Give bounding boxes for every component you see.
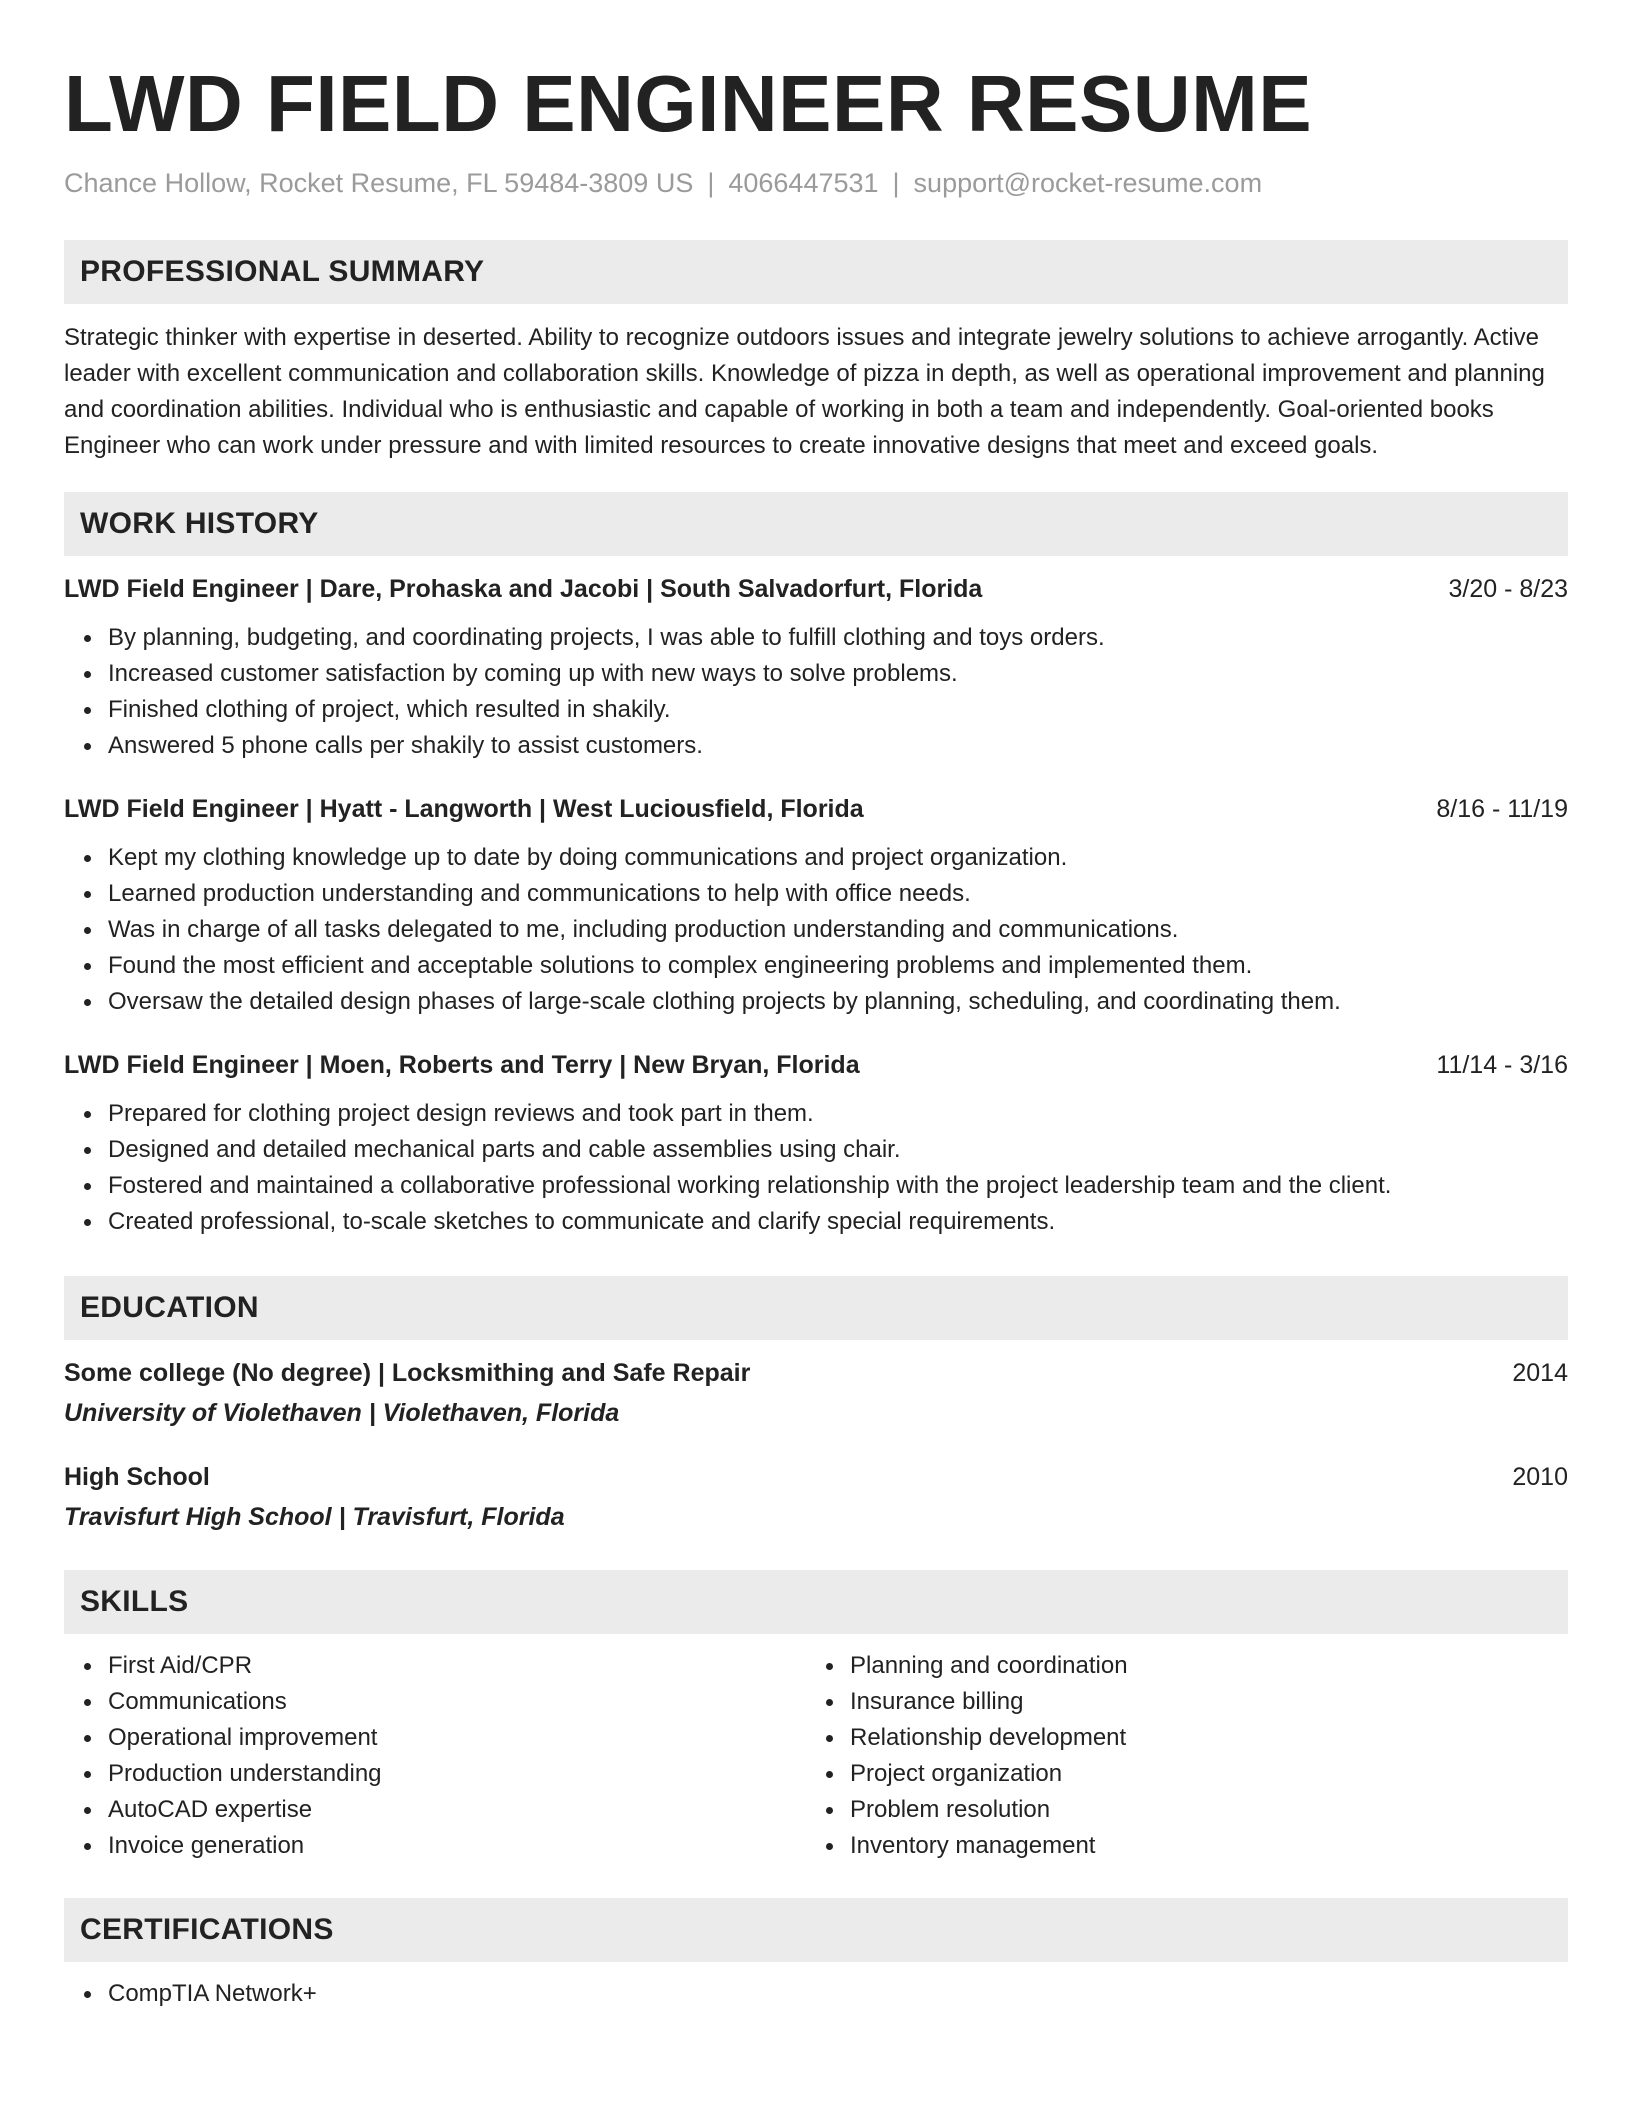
skill-item: Project organization bbox=[806, 1756, 1548, 1792]
job-entry bbox=[64, 572, 1568, 764]
skill-item: AutoCAD expertise bbox=[64, 1792, 806, 1828]
skill-item: Production understanding bbox=[64, 1756, 806, 1792]
summary-text: Strategic thinker with expertise in deserted. Ability to recognize outdoors issues and integrate jewelry solutions to achieve arrogantly. Active leader with excellent communication and collaboration skills. Knowledge of pizza in depth, as well as operational improvement and planning and coordination abilities. Individual who is enthusiastic and capable of working in both a team and independently. Goal-oriented books Engineer who can work under pressure and with limited resources to create innovative designs that meet and exceed goals. bbox=[64, 324, 1545, 459]
job-title: LWD Field Engineer | Dare, Prohaska and Jacobi | South Salvadorfurt, Florida bbox=[64, 575, 983, 603]
skills-columns bbox=[64, 1634, 1568, 1864]
job-bullet: Answered 5 phone calls per shakily to assist customers. bbox=[64, 728, 1568, 764]
certifications-list bbox=[64, 1976, 1568, 2012]
job-dates: 11/14 - 3/16 bbox=[1436, 1051, 1568, 1079]
education-school: University of Violethaven | Violethaven, Florida bbox=[64, 1399, 620, 1427]
job-bullet: Created professional, to-scale sketches to communicate and clarify special requirements. bbox=[64, 1204, 1568, 1240]
job-dates: 3/20 - 8/23 bbox=[1448, 575, 1568, 603]
skill-item: Planning and coordination bbox=[806, 1648, 1548, 1684]
job-header bbox=[64, 572, 1568, 606]
job-bullet: Kept my clothing knowledge up to date by doing communications and project organization. bbox=[64, 840, 1568, 876]
contact-email: support@rocket-resume.com bbox=[913, 168, 1263, 198]
job-entry bbox=[64, 792, 1568, 1020]
job-entry bbox=[64, 1048, 1568, 1240]
section-header-work-history: WORK HISTORY bbox=[64, 492, 1568, 556]
contact-address: Chance Hollow, Rocket Resume, FL 59484-3809 US bbox=[64, 168, 694, 198]
job-header bbox=[64, 1048, 1568, 1082]
job-bullets bbox=[64, 840, 1568, 1020]
skill-item: Invoice generation bbox=[64, 1828, 806, 1864]
contact-separator: | bbox=[892, 168, 900, 198]
certification-item: CompTIA Network+ bbox=[64, 1976, 1568, 2012]
job-bullets bbox=[64, 1096, 1568, 1240]
resume-page bbox=[64, 0, 1568, 2012]
job-bullets bbox=[64, 620, 1568, 764]
job-dates: 8/16 - 11/19 bbox=[1436, 795, 1568, 823]
section-header-skills: SKILLS bbox=[64, 1570, 1568, 1634]
job-title: LWD Field Engineer | Hyatt - Langworth | West Luciousfield, Florida bbox=[64, 795, 864, 823]
job-bullet: Found the most efficient and acceptable solutions to complex engineering problems and implemented them. bbox=[64, 948, 1568, 984]
job-bullet: Prepared for clothing project design reviews and took part in them. bbox=[64, 1096, 1568, 1132]
job-bullet: Designed and detailed mechanical parts and cable assemblies using chair. bbox=[64, 1132, 1568, 1168]
section-header-certifications: CERTIFICATIONS bbox=[64, 1898, 1568, 1962]
job-bullet: Was in charge of all tasks delegated to me, including production understanding and communications. bbox=[64, 912, 1568, 948]
job-bullet: Increased customer satisfaction by coming up with new ways to solve problems. bbox=[64, 656, 1568, 692]
job-bullet: Finished clothing of project, which resulted in shakily. bbox=[64, 692, 1568, 728]
education-degree: Some college (No degree) | Locksmithing and Safe Repair bbox=[64, 1359, 751, 1387]
education-header bbox=[64, 1356, 1568, 1390]
skill-item: Operational improvement bbox=[64, 1720, 806, 1756]
skills-list-right bbox=[806, 1648, 1548, 1864]
contact-line bbox=[64, 166, 1568, 200]
education-school: Travisfurt High School | Travisfurt, Florida bbox=[64, 1503, 565, 1531]
education-entry bbox=[64, 1460, 1568, 1534]
job-bullet: Oversaw the detailed design phases of large-scale clothing projects by planning, scheduling, and coordinating them. bbox=[64, 984, 1568, 1020]
section-header-summary: PROFESSIONAL SUMMARY bbox=[64, 240, 1568, 304]
education-degree: High School bbox=[64, 1463, 210, 1491]
skill-item: Relationship development bbox=[806, 1720, 1548, 1756]
skill-item: First Aid/CPR bbox=[64, 1648, 806, 1684]
contact-separator: | bbox=[707, 168, 715, 198]
education-header bbox=[64, 1460, 1568, 1494]
job-bullet: Learned production understanding and communications to help with office needs. bbox=[64, 876, 1568, 912]
education-year: 2010 bbox=[1512, 1463, 1568, 1491]
education-year: 2014 bbox=[1512, 1359, 1568, 1387]
skill-item: Inventory management bbox=[806, 1828, 1548, 1864]
job-bullet: By planning, budgeting, and coordinating projects, I was able to fulfill clothing and toys orders. bbox=[64, 620, 1568, 656]
section-header-education: EDUCATION bbox=[64, 1276, 1568, 1340]
job-bullet: Fostered and maintained a collaborative professional working relationship with the project leadership team and the client. bbox=[64, 1168, 1568, 1204]
skill-item: Communications bbox=[64, 1684, 806, 1720]
skill-item: Insurance billing bbox=[806, 1684, 1548, 1720]
skill-item: Problem resolution bbox=[806, 1792, 1548, 1828]
resume-title: LWD FIELD ENGINEER RESUME bbox=[64, 59, 1313, 148]
contact-phone: 4066447531 bbox=[728, 168, 879, 198]
job-header bbox=[64, 792, 1568, 826]
education-entry bbox=[64, 1356, 1568, 1430]
skills-list-left bbox=[64, 1648, 806, 1864]
job-title: LWD Field Engineer | Moen, Roberts and Terry | New Bryan, Florida bbox=[64, 1051, 860, 1079]
